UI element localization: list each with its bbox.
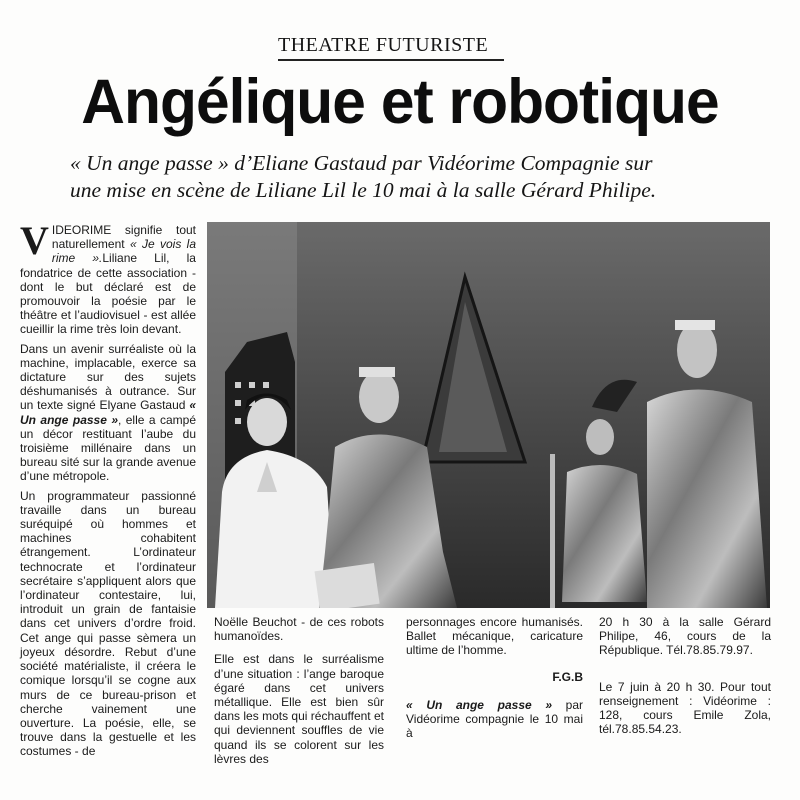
text-run: Dans un avenir surréaliste où la machine, implacable, exerce sa dictature sur des sujets déshumanisés à outrance. Sur un texte signé Elyane Gastaud xyxy=(20,341,196,413)
paragraph: personnages encore humanisés. Ballet mécanique, caricature ultime de l’homme. xyxy=(406,615,583,658)
deck-line-1: « Un ange passe » d’Eliane Gastaud par Vidéorime Compagnie sur xyxy=(70,151,653,175)
text-run: par Vidéorime compagnie le 10 mai à xyxy=(406,697,583,741)
paragraph xyxy=(20,342,196,484)
paragraph xyxy=(406,698,583,741)
article-column-4 xyxy=(599,615,771,741)
stage-photo-illustration xyxy=(207,222,770,608)
article-column-3 xyxy=(406,615,583,745)
paragraph: Le 7 juin à 20 h 30. Pour tout renseignement : Vidéorime : 128, cours Emile Zola, tél.78.85.54.23. xyxy=(599,679,771,737)
headline: Angélique et robotique xyxy=(81,67,719,137)
text-run: IDEORIME signifie tout naturellement xyxy=(51,223,196,252)
paragraph: Elle est dans le surréalisme d’une situation : l’ange baroque égaré dans cet univers métallique. Elle est bien sûr dans les mots qui réchauffent et qui deviennent souffles de vie quand ils se colorent sur les lèvres des xyxy=(214,652,384,766)
kicker-underline xyxy=(278,59,504,61)
drop-cap: V xyxy=(20,218,49,263)
text-run: Liliane Lil, la fondatrice de cette association - dont le but déclaré est de promouvoir la poésie par le théâtre et l’audiovisuel - est allée cueillir la rime très loin devant. xyxy=(20,251,196,337)
paragraph: 20 h 30 à la salle Gérard Philipe, 46, cours de la République. Tél.78.85.79.97. xyxy=(599,615,771,658)
play-title: « Un ange passe » xyxy=(20,398,196,427)
quote-text: « Je vois la rime ». xyxy=(51,237,196,266)
article-column-2 xyxy=(214,615,384,771)
deck-line-2: une mise en scène de Liliane Lil le 10 mai à la salle Gérard Philipe. xyxy=(70,178,657,202)
author-signature: F.G.B xyxy=(552,669,583,684)
paragraph: Un programmateur passionné travaille dans un bureau suréquipé où hommes et machines cohabitent étrangement. L’ordinateur technocrate et l’ordinateur secrétaire s’appliquent alors que l’ordinateur contestaire, lui, introduit un grain de fantaisie dans cet univers d’ordre froid. Cet ange qui passe sèmera un joyeux désordre. Rebut d’une société matérialiste, il créera le comique lorsqu’il se cogne aux murs de ce bureau-prison et cherche vainement une ouverture. La poésie, elle, se trouve dans la gestuelle et les costumes - de xyxy=(20,488,196,759)
deck xyxy=(70,150,780,204)
paragraph: Noëlle Beuchot - de ces robots humanoïdes. xyxy=(214,615,384,644)
play-title: « Un ange passe » xyxy=(406,697,552,712)
paragraph xyxy=(20,218,196,337)
section-kicker: THEATRE FUTURISTE xyxy=(278,34,489,56)
article-column-1 xyxy=(20,218,196,764)
text-run: , elle a campé un décor restituant l’aube du troisième millénaire dans un bureau sité sur la grande avenue d’une métropole. xyxy=(20,412,196,484)
stage-photo xyxy=(207,222,770,608)
